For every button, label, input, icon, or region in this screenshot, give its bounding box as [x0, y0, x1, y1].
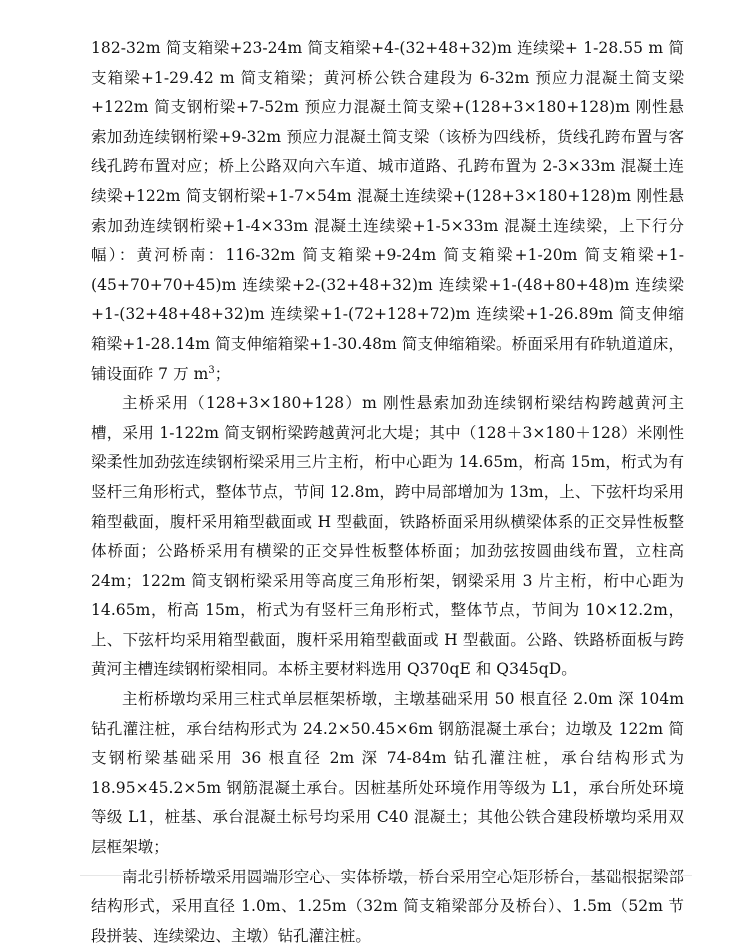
paragraph-approach-piers: 南北引桥桥墩采用圆端形空心、实体桥墩，桥台采用空心矩形桥台，基础根据梁部结构形式，采用直径 1.0m、1.25m（32m 简支箱梁部分及桥台）、1.5m（52m 节段拼装、连续梁边、主墩）钻孔灌注桩。 — [91, 867, 684, 945]
paragraph-main-piers: 主桁桥墩均采用三柱式单层框架桥墩，主墩基础采用 50 根直径 2.0m 深 104m 钻孔灌注桩，承台结构形式为 24.2×50.45×6m 钢筋混凝土承台；边墩及 122m 简支钢桁梁基础采用 36 根直径 2m 深 74-84m 钻孔灌注桩，承台结构形式为 18.95×45.2×5m 钢筋混凝土承台。因桩基所处环境作用等级为 L1，承台所处环境等级 L1，桩基、承台混凝土标号均采用 C40 混凝土；其他公铁合建段桥墩均采用双层框架墩； — [91, 690, 684, 857]
paragraph-bridge-span-layout — [91, 34, 684, 389]
page-bottom-divider — [80, 875, 692, 876]
paragraph-main-bridge: 主桥采用（128+3×180+128）m 刚性悬索加劲连续钢桁梁结构跨越黄河主槽，采用 1-122m 简支钢桁梁跨越黄河北大堤；其中（128＋3×180＋128）米刚性梁柔性加劲弦连续钢桁梁采用三片主桁，桁中心距为 14.65m，桁高 15m，桁式为有竖杆三角形桁式，整体节点，节间 12.8m，跨中局部增加为 13m，上、下弦杆均采用箱型截面，腹杆采用箱型截面或 H 型截面，铁路桥面采用纵横梁体系的正交异性板整体桥面；公路桥采用有横梁的正交异性板整体桥面；加劲弦按圆曲线布置，立柱高 24m；122m 简支钢桁梁采用等高度三角形桁架，钢梁采用 3 片主桁，桁中心距为 14.65m，桁高 15m，桁式为有竖杆三角形桁式，整体节点，节间为 10×12.2m，上、下弦杆均采用箱型截面，腹杆采用箱型截面或 H 型截面。公路、铁路桥面板与跨黄河主槽连续钢桁梁相同。本桥主要材料选用 Q370qE 和 Q345qD。 — [91, 394, 684, 679]
paragraph-tail: ； — [214, 364, 231, 383]
paragraph-text: 182-32m 简支箱梁+23-24m 简支箱梁+4-(32+48+32)m 连续梁+ 1-28.55 m 简支箱梁+1-29.42 m 简支箱梁；黄河桥公铁合建段为 6-32m 预应力混凝土简支梁+122m 简支钢桁梁+7-52m 预应力混凝土简支梁+(128+3×180+128)m 刚性悬索加劲连续钢桁梁+9-32m 预应力混凝土简支梁（该桥为四线桥，货线孔跨布置与客线孔跨布置对应；桥上公路双向六车道、城市道路、孔跨布置为 2-3×33m 混凝土连续梁+122m 简支钢桁梁+1-7×54m 混凝土连续梁+(128+3×180+128)m 刚性悬索加劲连续钢桁梁+1-4×33m 混凝土连续梁+1-5×33m 混凝土连续梁，上下行分幅）：黄河桥南：116-32m 简支箱梁+9-24m 简支箱梁+1-20m 简支箱梁+1-(45+70+70+45)m 连续梁+2-(32+48+32)m 连续梁+1-(48+80+48)m 连续梁+1-(32+48+48+32)m 连续梁+1-(72+128+72)m 连续梁+1-26.89m 简支伸缩箱梁+1-28.14m 简支伸缩箱梁+1-30.48m 简支伸缩箱梁。桥面采用有砟轨道道床，铺设面砟 7 万 m — [91, 39, 684, 383]
cubic-superscript: 3 — [208, 364, 215, 376]
